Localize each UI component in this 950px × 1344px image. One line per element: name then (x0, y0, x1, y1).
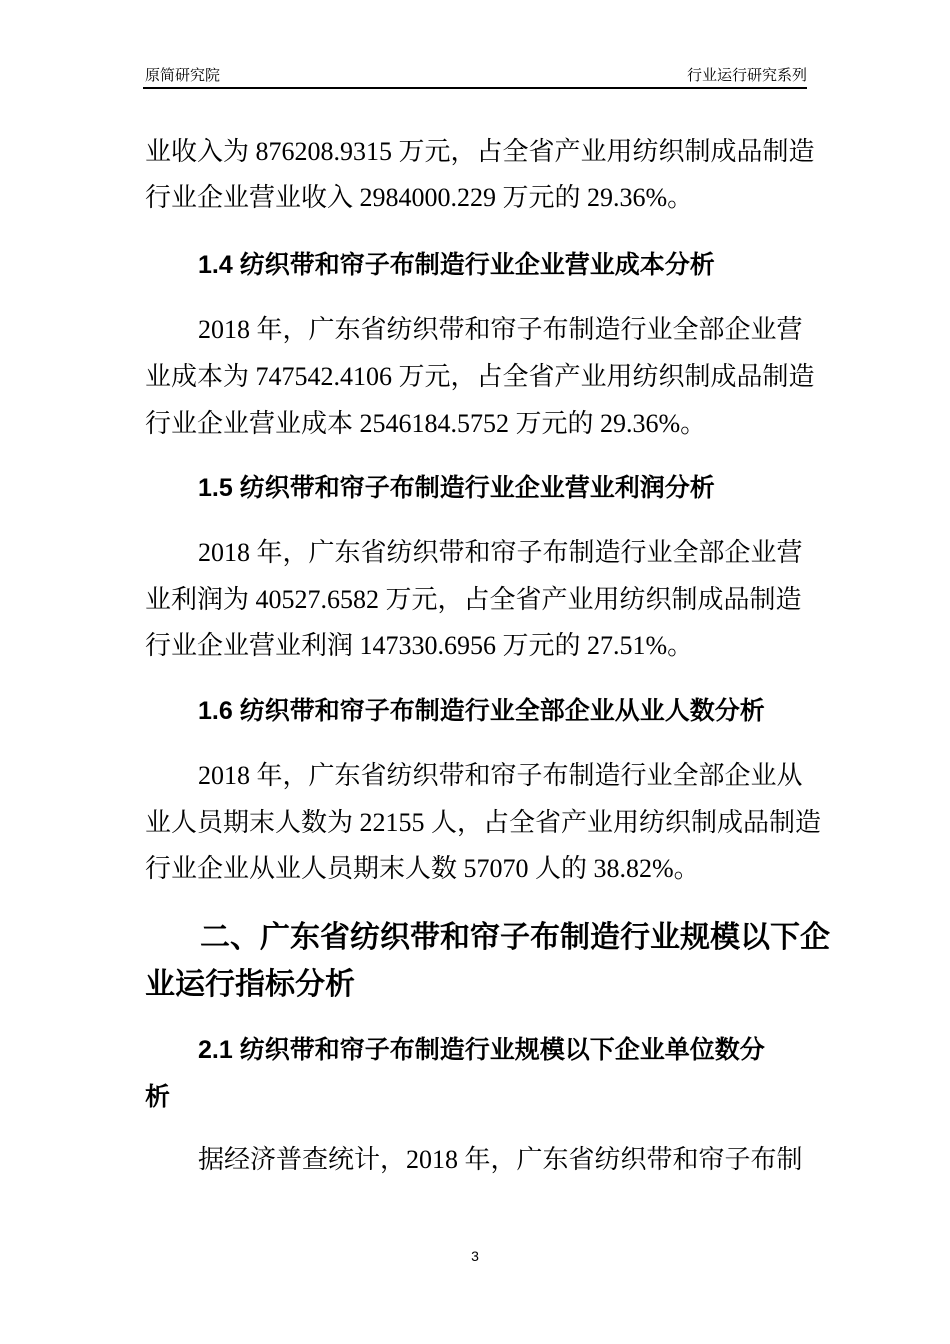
chapter-heading-2: 二、广东省纺织带和帘子布制造行业规模以下企 (200, 921, 830, 954)
section-heading-2-1-cont: 析 (145, 1083, 171, 1111)
section-heading-1-4: 1.4 纺织带和帘子布制造行业企业营业成本分析 (198, 251, 715, 279)
header-rule (143, 87, 807, 89)
paragraph-line: 行业企业营业利润 147330.6956 万元的 27.51%。 (145, 631, 694, 660)
chapter-heading-2-cont: 业运行指标分析 (145, 968, 355, 1001)
header-right: 行业运行研究系列 (686, 67, 807, 84)
section-heading-1-6: 1.6 纺织带和帘子布制造行业全部企业从业人数分析 (198, 697, 765, 725)
section-heading-1-5: 1.5 纺织带和帘子布制造行业企业营业利润分析 (198, 474, 715, 502)
paragraph-line: 据经济普查统计，2018 年，广东省纺织带和帘子布制 (198, 1145, 803, 1174)
paragraph-line: 业利润为 40527.6582 万元，占全省产业用纺织制成品制造 (145, 585, 802, 614)
paragraph-line: 2018 年，广东省纺织带和帘子布制造行业全部企业从 (198, 761, 803, 790)
paragraph-line: 行业企业从业人员期末人数 57070 人的 38.82%。 (145, 854, 700, 883)
header-left: 原简研究院 (145, 67, 221, 84)
paragraph-line: 业成本为 747542.4106 万元，占全省产业用纺织制成品制造 (145, 362, 815, 391)
paragraph-line: 2018 年，广东省纺织带和帘子布制造行业全部企业营 (198, 538, 803, 567)
paragraph-line: 业收入为 876208.9315 万元，占全省产业用纺织制成品制造 (145, 137, 815, 166)
paragraph-line: 行业企业营业成本 2546184.5752 万元的 29.36%。 (145, 409, 707, 438)
paragraph-line: 行业企业营业收入 2984000.229 万元的 29.36%。 (145, 183, 694, 212)
paragraph-line: 2018 年，广东省纺织带和帘子布制造行业全部企业营 (198, 315, 803, 344)
paragraph-line: 业人员期末人数为 22155 人，占全省产业用纺织制成品制造 (145, 808, 822, 837)
page-number: 3 (471, 1248, 479, 1264)
section-heading-2-1: 2.1 纺织带和帘子布制造行业规模以下企业单位数分 (198, 1036, 765, 1064)
